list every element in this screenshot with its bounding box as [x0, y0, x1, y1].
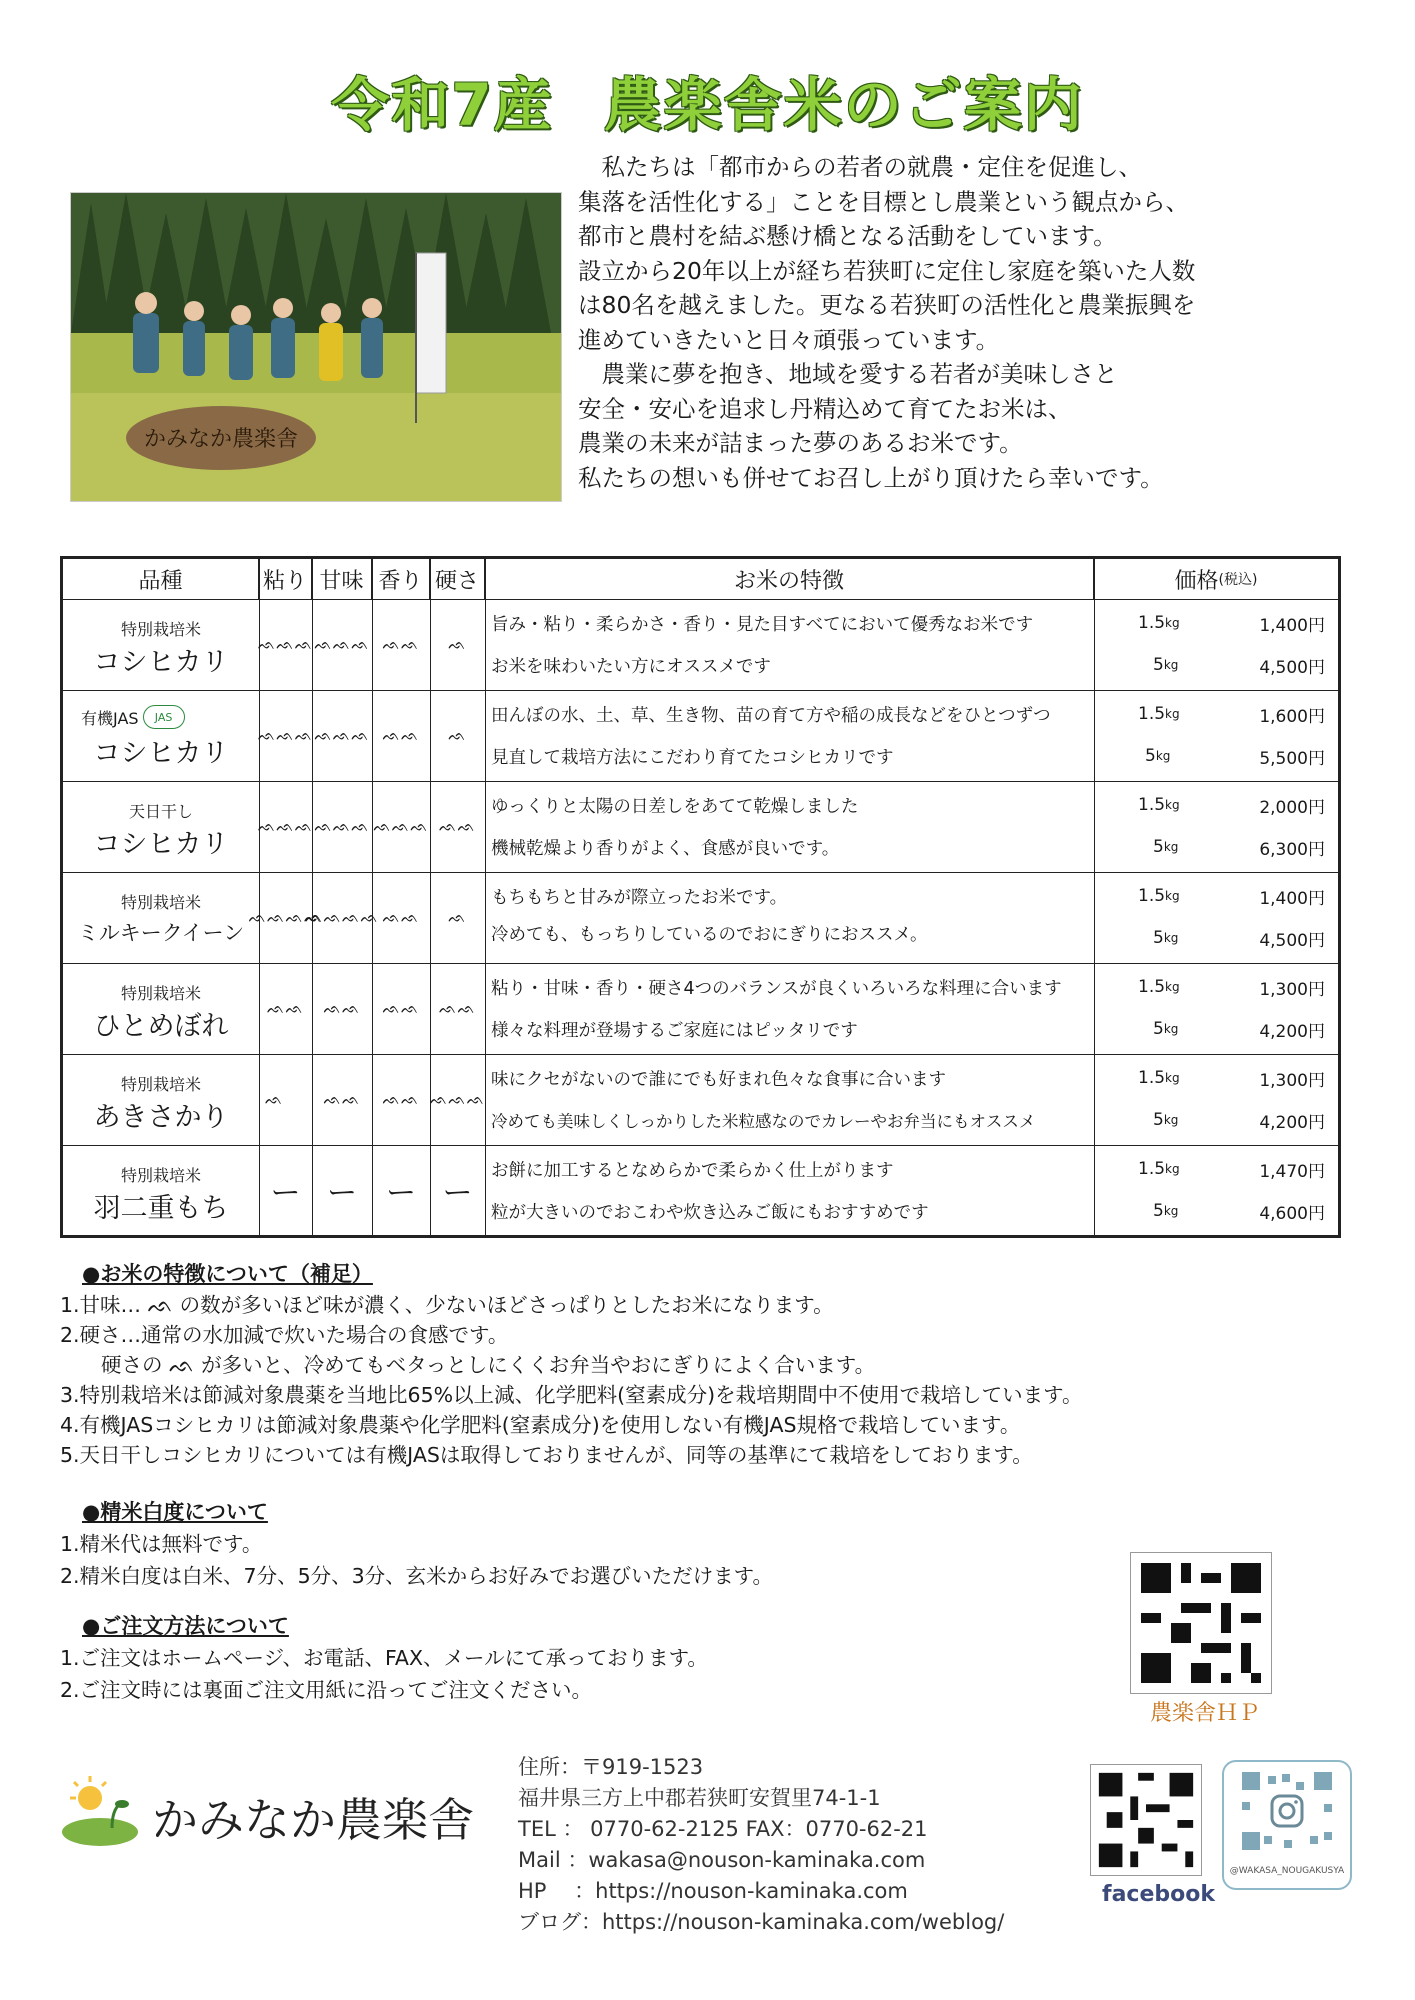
rating-aroma: ᨒᨒ — [382, 727, 420, 744]
blog-link[interactable]: ブログ：https://nouson-kaminaka.com/weblog/ — [518, 1910, 1005, 1934]
weight: 1.5 kg — [1138, 613, 1180, 633]
weight: 5 kg — [1153, 928, 1179, 948]
price: 4,200円 — [1259, 1021, 1325, 1042]
note-line: 3.特別栽培米は節減対象農薬を当地比65%以上減、化学肥料(窒素成分)を栽培期間中不使用で栽培しています。 — [60, 1383, 1083, 1407]
header-price-label: 価格 — [1174, 568, 1219, 594]
features-note-title: ●お米の特徴について（補足） — [82, 1262, 373, 1286]
rating-hardness: ᨒᨒᨒ — [429, 1091, 486, 1108]
variety-sub: 特別栽培米 — [120, 1165, 201, 1185]
note-line: 2.ご注文時には裏面ご注文用紙に沿ってご注文ください。 — [60, 1678, 593, 1702]
feature-line: 見直して栽培方法にこだわり育てたコシヒカリです — [491, 747, 894, 768]
feature-line: お餅に加工するとなめらかで柔らかく仕上がります — [491, 1160, 894, 1181]
rating-aroma: ᨒᨒ — [382, 636, 420, 653]
farm-photo-illustration — [71, 193, 561, 501]
note-line: 1.甘味… ᨒ の数が多いほど味が濃く、少ないほどさっぱりとしたお米になります。 — [60, 1293, 834, 1317]
facebook-label: facebook — [1102, 1882, 1215, 1907]
note-line: 2.精米白度は白米、7分、5分、3分、玄米からお好みでお選びいただけます。 — [60, 1564, 774, 1588]
rating-hardness: ᨒ — [448, 636, 467, 653]
price: 2,000円 — [1259, 797, 1325, 818]
order-note-list — [60, 1642, 708, 1706]
intro-line: 私たちは「都市からの若者の就農・定住を促進し、 — [578, 153, 1142, 181]
row-divider — [63, 690, 1338, 691]
contact-info — [518, 1752, 1004, 1938]
price: 4,500円 — [1259, 657, 1325, 678]
price: 6,300円 — [1259, 839, 1325, 860]
weight: 1.5 kg — [1138, 886, 1180, 906]
note-line: 4.有機JASコシヒカリは節減対象農薬や化学肥料(窒素成分)を使用しない有機JAS規格で栽培しています。 — [60, 1413, 1021, 1437]
weight: 5 kg — [1153, 1201, 1179, 1221]
rating-stickiness: ᨒ — [265, 1091, 284, 1108]
rating-aroma: ᨒᨒᨒ — [373, 818, 429, 835]
price: 1,300円 — [1259, 979, 1325, 1000]
weight: 1.5 kg — [1138, 977, 1180, 997]
note-line: 1.ご注文はホームページ、お電話、FAX、メールにて承っております。 — [60, 1646, 708, 1670]
variety-name: コシヒカリ — [93, 646, 229, 678]
header-price — [1094, 559, 1338, 599]
price: 5,500円 — [1259, 748, 1325, 769]
weight: 5 kg — [1153, 837, 1179, 857]
feature-line: 冷めても、もっちりしているのでおにぎりにおススメ。 — [491, 924, 928, 945]
title-year: 令和7産 — [331, 71, 554, 139]
rating-stickiness: ᨒᨒᨒ — [257, 818, 314, 835]
logo-text: かみなか農楽舎 — [152, 1793, 474, 1847]
rating-aroma: ᨒᨒ — [382, 1000, 420, 1017]
variety-sub: 特別栽培米 — [120, 892, 201, 912]
feature-line: 機械乾燥より香りがよく、食感が良いです。 — [491, 838, 840, 859]
price: 4,200円 — [1259, 1112, 1325, 1133]
address-postal: 住所：〒919-1523 — [518, 1755, 704, 1779]
rating-stickiness: ᨒᨒᨒ — [257, 636, 314, 653]
weight: 5 kg — [1153, 1110, 1179, 1130]
rating-stickiness: ー — [270, 1176, 301, 1211]
page-title — [0, 58, 1415, 142]
instagram-qr-code[interactable] — [1222, 1760, 1352, 1890]
rating-stickiness: ᨒᨒᨒᨒ — [248, 909, 323, 926]
row-divider — [63, 1054, 1338, 1055]
rating-sweetness: ᨒᨒᨒ — [314, 818, 370, 835]
intro-line: 私たちの想いも併せてお召し上がり頂けたら幸いです。 — [578, 463, 1164, 492]
col-divider — [1094, 559, 1095, 1235]
intro-line: は80名を越えました。更なる若狭町の活性化と農業振興を — [578, 291, 1196, 319]
rating-stickiness: ᨒᨒᨒ — [257, 727, 314, 744]
photo-sign-text: かみなか農楽舎 — [143, 427, 299, 452]
feature-line: 粒が大きいのでおこわや炊き込みご飯にもおすすめです — [491, 1202, 929, 1223]
email-link[interactable]: Mail ：wakasa@nouson-kaminaka.com — [518, 1848, 926, 1872]
feature-line: お米を味わいたい方にオススメです — [491, 656, 771, 677]
row-divider — [63, 1145, 1338, 1146]
rating-aroma: ᨒᨒ — [382, 909, 420, 926]
header-price-note: (税込) — [1218, 572, 1258, 588]
row-divider — [63, 963, 1338, 964]
variety-name: コシヒカリ — [93, 828, 229, 860]
address-street: 福井県三方上中郡若狭町安賀里74-1-1 — [518, 1786, 881, 1810]
feature-line: 旨み・粘り・柔らかさ・香り・見た目すべてにおいて優秀なお米です — [491, 614, 1034, 635]
rating-sweetness: ᨒᨒᨒᨒ — [305, 909, 379, 926]
phone-fax: TEL ： 0770-62-2125 FAX：0770-62-21 — [518, 1817, 928, 1841]
feature-line: 冷めても美味しくしっかりした米粒感なのでカレーやお弁当にもオススメ — [491, 1112, 1036, 1131]
rating-hardness: ᨒ — [448, 727, 467, 744]
header-variety: 品種 — [63, 559, 259, 599]
variety-name: コシヒカリ — [93, 737, 229, 769]
intro-text — [578, 150, 1378, 495]
qr-pattern-icon — [1091, 1765, 1201, 1875]
rating-sweetness: ᨒᨒ — [323, 1000, 361, 1017]
polish-title: ●精米白度について — [82, 1500, 268, 1524]
intro-line: 農業の未来が詰まった夢のあるお米です。 — [578, 429, 1023, 457]
rating-hardness: ー — [442, 1176, 473, 1211]
variety-sub: 特別栽培米 — [120, 983, 201, 1003]
price: 4,500円 — [1259, 930, 1325, 951]
weight: 5 kg — [1153, 655, 1179, 675]
variety-name: 羽二重もち — [93, 1192, 229, 1224]
feature-line: 田んぼの水、土、草、生き物、苗の育て方や稲の成長などをひとつずつ — [491, 705, 1051, 726]
instagram-handle: @WAKASA_NOUGAKUSYA — [1229, 1866, 1345, 1876]
feature-line: もちもちと甘みが際立ったお米です。 — [491, 887, 788, 908]
header-aroma: 香り — [372, 559, 430, 599]
features-note-section — [82, 1258, 373, 1288]
intro-line: 進めていきたいと日々頑張っています。 — [578, 325, 1000, 354]
row-divider — [63, 781, 1338, 782]
variety-name: ミルキークイーン — [77, 921, 245, 945]
price: 1,470円 — [1259, 1161, 1325, 1182]
note-line: 硬さの ᨒ が多いと、冷めてもベタっとしにくくお弁当やおにぎりによく合います。 — [60, 1353, 876, 1377]
weight: 1.5 kg — [1138, 704, 1180, 724]
rating-sweetness: ー — [327, 1176, 357, 1211]
polish-note-list — [60, 1528, 773, 1592]
price: 1,300円 — [1259, 1070, 1325, 1091]
feature-line: 様々な料理が登場するご家庭にはピッタリです — [491, 1020, 858, 1041]
row-divider — [63, 872, 1338, 873]
facebook-qr-code[interactable] — [1090, 1764, 1202, 1876]
header-sweetness: 甘味 — [312, 559, 372, 599]
intro-line: 農業に夢を抱き、地域を愛する若者が美味しさと — [578, 360, 1118, 388]
intro-line: 集落を活性化する」ことを目標とし農業という観点から、 — [578, 187, 1189, 216]
rating-hardness: ᨒ — [448, 909, 467, 926]
weight: 1.5 kg — [1138, 1068, 1180, 1088]
order-title: ●ご注文方法について — [82, 1614, 289, 1638]
title-main: 農楽舎米のご案内 — [603, 71, 1084, 139]
feature-line: 粘り・甘味・香り・硬さ4つのバランスが良くいろいろな料理に合います — [491, 978, 1062, 999]
variety-sub: 有機JAS JAS — [81, 706, 259, 728]
footer-logo — [60, 1770, 480, 1850]
note-line: 1.精米代は無料です。 — [60, 1532, 263, 1556]
intro-line: 設立から20年以上が経ち若狭町に定住し家庭を築いた人数 — [578, 256, 1196, 285]
price: 4,600円 — [1259, 1203, 1325, 1224]
rating-hardness: ᨒᨒ — [439, 1000, 476, 1017]
rating-hardness: ᨒᨒ — [439, 818, 476, 835]
homepage-qr-label: 農楽舎ＨＰ — [1150, 1701, 1261, 1726]
variety-name: あきさかり — [93, 1101, 229, 1133]
rating-stickiness: ᨒᨒ — [267, 1000, 304, 1017]
weight: 1.5 kg — [1138, 1159, 1180, 1179]
weight: 1.5 kg — [1138, 795, 1180, 815]
price: 1,600円 — [1259, 706, 1325, 727]
rating-sweetness: ᨒᨒ — [323, 1091, 361, 1108]
intro-line: 安全・安心を追求し丹精込めて育てたお米は、 — [578, 394, 1072, 423]
rating-aroma: ᨒᨒ — [382, 1091, 420, 1108]
variety-sub: 天日干し — [128, 801, 193, 821]
group-photo — [70, 192, 562, 502]
homepage-qr-code[interactable] — [1130, 1552, 1272, 1694]
rating-aroma: ー — [386, 1176, 416, 1211]
note-line: 2.硬さ…通常の水加減で炊いた場合の食感です。 — [60, 1323, 509, 1347]
feature-line: 味にクセがないので誰にでも好まれ色々な食事に合います — [491, 1069, 946, 1090]
features-note-list — [60, 1290, 1082, 1470]
variety-name: ひとめぼれ — [93, 1010, 229, 1042]
price: 1,400円 — [1259, 615, 1325, 636]
variety-sub: 特別栽培米 — [120, 1074, 201, 1094]
homepage-link[interactable]: HP ：https://nouson-kaminaka.com — [518, 1879, 908, 1903]
weight: 5 kg — [1153, 1019, 1179, 1039]
sun-sprout-logo-icon — [60, 1770, 140, 1850]
rice-table — [60, 556, 1341, 1238]
row-divider — [63, 599, 1338, 600]
header-hardness: 硬さ — [430, 559, 485, 599]
variety-sub: 特別栽培米 — [120, 619, 201, 639]
price: 1,400円 — [1259, 888, 1325, 909]
qr-pattern-icon — [1131, 1553, 1271, 1693]
rating-sweetness: ᨒᨒᨒ — [314, 727, 370, 744]
organic-jas-mark: JAS — [143, 705, 185, 729]
weight: 5 kg — [1145, 746, 1171, 766]
header-stickiness: 粘り — [259, 559, 312, 599]
feature-line: ゆっくりと太陽の日差しをあてて乾燥しました — [491, 796, 859, 817]
header-features: お米の特徴 — [485, 559, 1094, 599]
instagram-qr-icon — [1224, 1762, 1350, 1862]
rating-sweetness: ᨒᨒᨒ — [314, 636, 370, 653]
note-line: 5.天日干しコシヒカリについては有機JASは取得しておりませんが、同等の基準にて栽培をしております。 — [60, 1443, 1033, 1467]
intro-line: 都市と農村を結ぶ懸け橋となる活動をしています。 — [578, 222, 1117, 250]
